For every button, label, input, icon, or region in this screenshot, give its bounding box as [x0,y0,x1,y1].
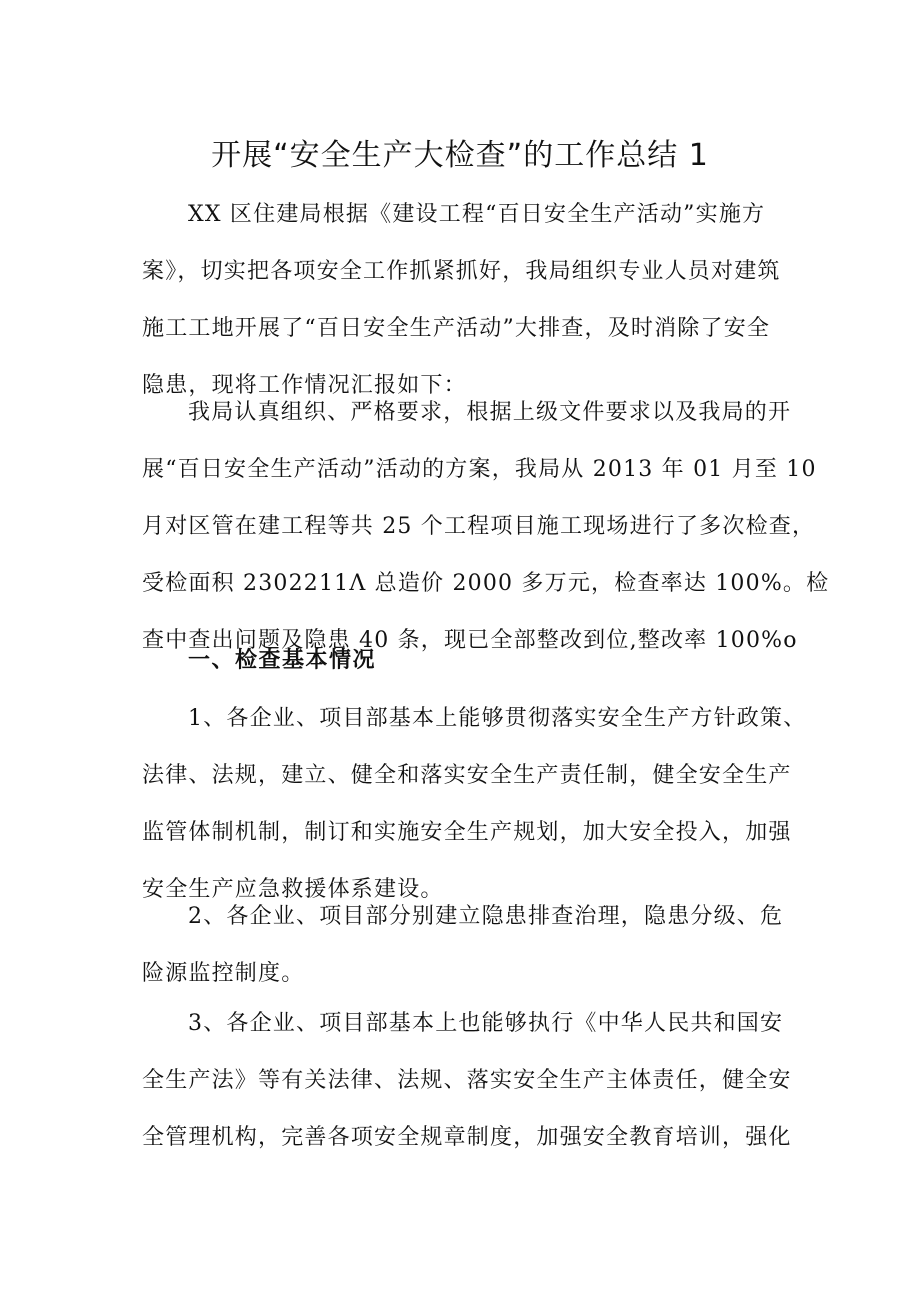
paragraph-line: 月对区管在建工程等共 25 个工程项目施工现场进行了多次检查， [142,514,816,539]
list-item [142,690,807,918]
item-line: 全生产法》等有关法律、法规、落实安全生产主体责任，健全安 [142,1068,792,1093]
list-item [142,995,792,1166]
item-line: 3、各企业、项目部基本上也能够执行《中华人民共和国安 [188,1011,784,1036]
section-heading: 一、检查基本情况 [188,648,377,673]
paragraph-line: 我局认真组织、严格要求，根据上级文件要求以及我局的开 [188,400,792,425]
document-title: 开展“安全生产大检查”的工作总结 1 [211,138,709,173]
item-line: 1、各企业、项目部基本上能够贯彻落实安全生产方针政策、 [188,706,807,731]
item-line: 2、各企业、项目部分别建立隐患排查治理，隐患分级、危 [188,904,784,929]
item-line: 险源监控制度。 [142,961,305,986]
paragraph-line: 展“百日安全生产活动”活动的方案，我局从 2013 年 01 月至 10 [142,457,817,482]
item-line: 安全生产应急救援体系建设。 [142,877,444,902]
summary-paragraph [142,384,830,669]
list-item [142,888,792,1002]
item-line: 法律、法规，建立、健全和落实安全生产责任制，健全安全生产 [142,763,792,788]
paragraph-line: 隐患，现将工作情况汇报如下： [142,373,467,398]
paragraph-line: 案》，切实把各项安全工作抓紧抓好，我局组织专业人员对建筑 [142,259,781,284]
paragraph-line: XX 区住建局根据《建设工程“百日安全生产活动”实施方 [188,202,766,227]
item-line: 监管体制机制，制订和实施安全生产规划，加大安全投入，加强 [142,820,792,845]
paragraph-line: 查中查出问题及隐患 40 条，现已全部整改到位,整改率 100%o [142,628,798,653]
paragraph-line: 受检面积 2302211Λ 总造价 2000 多万元，检查率达 100%。检 [142,571,830,596]
intro-paragraph [142,186,792,414]
item-line: 全管理机构，完善各项安全规章制度，加强安全教育培训，强化 [142,1125,792,1150]
paragraph-line: 施工工地开展了“百日安全生产活动”大排查，及时消除了安全 [142,316,771,341]
